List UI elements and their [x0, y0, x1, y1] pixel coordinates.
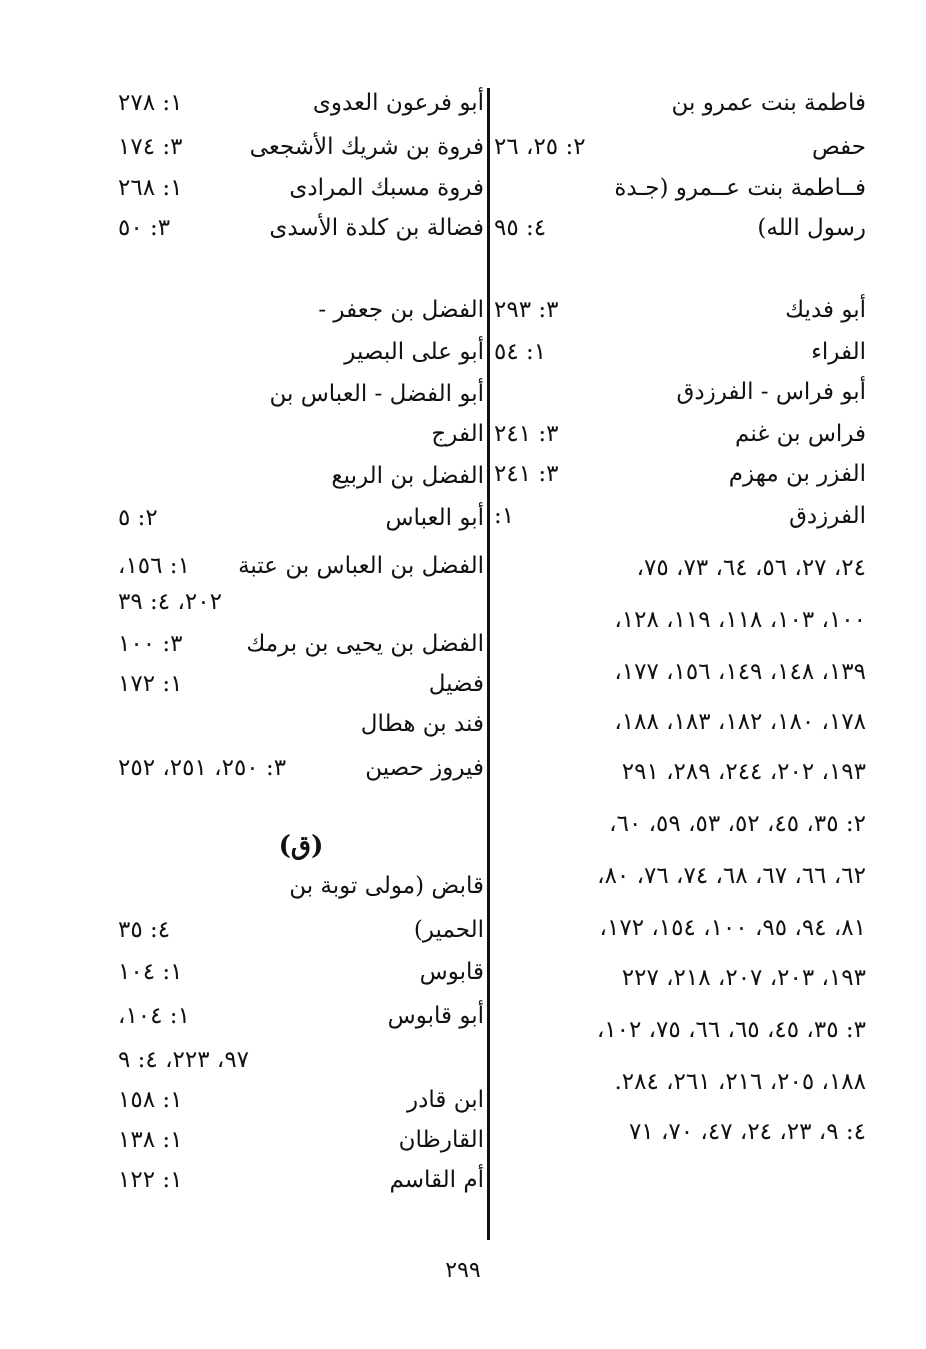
entry-name: رسول الله) — [757, 215, 866, 241]
entry-name: قابض (مولى توبة بن — [289, 873, 484, 899]
entry-reference: ١: ١٣٨ — [118, 1127, 183, 1153]
entry-reference: ١: ١٠٤، — [118, 1003, 190, 1029]
entry-references: ١٣٩، ١٤٨، ١٤٩، ١٥٦، ١٧٧، — [614, 659, 866, 685]
entry-reference: ١: ٢٦٨ — [118, 175, 183, 201]
index-entry — [118, 866, 484, 906]
entry-references: ١٩٣، ٢٠٢، ٢٤٤، ٢٨٩، ٢٩١ — [621, 759, 866, 785]
index-entry — [118, 996, 484, 1036]
index-entry — [118, 1080, 484, 1120]
index-entry — [118, 498, 484, 538]
index-entry — [118, 332, 484, 372]
entry-name: أبو الفضل - العباس بن — [269, 381, 484, 407]
index-entry — [118, 1120, 484, 1160]
index-entry — [494, 752, 866, 792]
index-entry — [118, 704, 484, 744]
index-entry — [118, 168, 484, 208]
index-entry — [494, 600, 866, 640]
index-entry — [494, 127, 866, 167]
index-entry — [118, 290, 484, 330]
index-entry — [118, 414, 484, 454]
index-entry — [494, 414, 866, 454]
entry-reference: ٢٠٢، ٤: ٣٩ — [118, 589, 222, 615]
index-entry — [118, 748, 484, 788]
page-number: ٢٩٩ — [445, 1258, 481, 1283]
entry-reference: ٣: ٢٤١ — [494, 421, 559, 447]
entry-name: الفضل بن جعفر - — [318, 297, 484, 323]
index-entry — [494, 958, 866, 998]
index-entry — [118, 664, 484, 704]
index-entry — [118, 582, 484, 622]
entry-name: أم القاسم — [389, 1167, 484, 1193]
entry-references: ٢٤، ٢٧، ٥٦، ٦٤، ٧٣، ٧٥، — [636, 555, 866, 581]
index-entry — [494, 168, 866, 208]
entry-name: أبو العباس — [385, 505, 484, 531]
entry-name: قابوس — [419, 959, 484, 985]
index-entry — [118, 127, 484, 167]
entry-name: الفراء — [811, 339, 866, 365]
index-entry — [494, 208, 866, 248]
entry-name: الفرزدق — [789, 503, 866, 529]
entry-name: فاطمة بنت عمرو بن — [671, 90, 866, 116]
index-entry — [118, 456, 484, 496]
index-entry — [118, 790, 484, 830]
entry-reference: ٩٧، ٢٢٣، ٤: ٩ — [118, 1047, 250, 1073]
entry-name: الحمير) — [413, 917, 484, 943]
index-entry — [118, 1160, 484, 1200]
index-entry — [494, 908, 866, 948]
entry-reference: ٣: ٢٤١ — [494, 461, 559, 487]
index-entry — [494, 702, 866, 742]
entry-reference: ٤: ٩٥ — [494, 215, 547, 241]
index-entry — [494, 548, 866, 588]
entry-name: أبو فديك — [785, 297, 866, 323]
index-entry — [118, 546, 484, 586]
entry-reference: ٣: ٢٥٠، ٢٥١، ٢٥٢ — [118, 755, 287, 781]
entry-name: فضالة بن كلدة الأسدى — [269, 215, 484, 241]
entry-name: القارظان — [398, 1127, 484, 1153]
entry-references: ٦٢، ٦٦، ٦٧، ٦٨، ٧٤، ٧٦، ٨٠، — [597, 863, 866, 889]
entry-references: ١٨٨، ٢٠٥، ٢١٦، ٢٦١، ٢٨٤. — [614, 1069, 866, 1095]
index-entry — [494, 1010, 866, 1050]
entry-name: الفضل بن العباس بن عتبة — [238, 553, 484, 579]
index-entry — [118, 83, 484, 123]
entry-reference: ١: ١٧٢ — [118, 671, 183, 697]
entry-reference: ١: ٥٤ — [494, 339, 547, 365]
entry-name: أبو قابوس — [387, 1003, 484, 1029]
entry-references: ٣: ٣٥، ٤٥، ٦٥، ٦٦، ٧٥، ١٠٢، — [596, 1017, 866, 1043]
entry-reference: ١: ٢٧٨ — [118, 90, 183, 116]
index-entry — [494, 454, 866, 494]
index-entry — [118, 952, 484, 992]
entry-reference: ٢: ٢٥، ٢٦ — [494, 134, 586, 160]
entry-name: فروة بن شريك الأشجعى — [249, 134, 484, 160]
entry-reference: ١: ١٥٦، — [118, 553, 190, 579]
entry-references: ١٧٨، ١٨٠، ١٨٢، ١٨٣، ١٨٨، — [614, 709, 866, 735]
entry-reference: ٣: ١٠٠ — [118, 631, 183, 657]
index-entry — [494, 856, 866, 896]
entry-name: فــاطمة بنت عــمرو (جـدة — [614, 175, 866, 201]
entry-reference: ٤: ٣٥ — [118, 917, 171, 943]
entry-name: فضيل — [428, 671, 484, 697]
section-heading: (ق) — [278, 831, 324, 861]
entry-reference: ٣: ١٧٤ — [118, 134, 183, 160]
entry-name: حفص — [811, 134, 866, 160]
entry-name: أبو فرعون العدوى — [312, 90, 484, 116]
entry-name: فراس بن غنم — [735, 421, 866, 447]
entry-name: ابن قادر — [407, 1087, 484, 1113]
entry-reference: ١: ١٢٢ — [118, 1167, 183, 1193]
entry-reference: ١: ١٥٨ — [118, 1087, 183, 1113]
index-entry — [118, 374, 484, 414]
entry-name: الفرج — [431, 421, 484, 447]
entry-references: ١٠٠، ١٠٣، ١١٨، ١١٩، ١٢٨، — [614, 607, 866, 633]
entry-references: ٨١، ٩٤، ٩٥، ١٠٠، ١٥٤، ١٧٢، — [599, 915, 866, 941]
index-entry — [494, 1112, 866, 1152]
index-entry — [494, 496, 866, 536]
entry-reference: ١: — [494, 503, 515, 529]
entry-reference: ٣: ٢٩٣ — [494, 297, 559, 323]
index-entry — [494, 83, 866, 123]
entry-reference: ١: ١٠٤ — [118, 959, 183, 985]
entry-references: ٢: ٣٥، ٤٥، ٥٢، ٥٣، ٥٩، ٦٠، — [609, 811, 866, 837]
index-entry — [494, 372, 866, 412]
index-entry — [494, 332, 866, 372]
entry-name: فند بن هطال — [360, 711, 484, 737]
index-entry — [118, 1040, 484, 1080]
entry-name: الفضل بن الربيع — [331, 463, 484, 489]
entry-name: الفزر بن مهزم — [728, 461, 866, 487]
entry-name: فيروز حصين — [365, 755, 484, 781]
entry-name: أبو فراس - الفرزدق — [676, 379, 866, 405]
entry-references: ١٩٣، ٢٠٣، ٢٠٧، ٢١٨، ٢٢٧ — [621, 965, 866, 991]
entry-reference: ٢: ٥ — [118, 505, 158, 531]
index-entry — [494, 652, 866, 692]
index-entry — [118, 624, 484, 664]
entry-references: ٤: ٩، ٢٣، ٢٤، ٤٧، ٧٠، ٧١ — [628, 1119, 866, 1145]
index-entry — [494, 804, 866, 844]
entry-name: أبو على البصير — [344, 339, 484, 365]
entry-reference: ٣: ٥٠ — [118, 215, 171, 241]
index-entry — [118, 208, 484, 248]
entry-name: فروة مسبك المرادى — [289, 175, 484, 201]
index-entry — [494, 250, 866, 290]
index-entry — [118, 910, 484, 950]
index-entry — [494, 290, 866, 330]
index-entry — [494, 1062, 866, 1102]
column-divider — [487, 88, 490, 1240]
entry-name: الفضل بن يحيى بن برمك — [246, 631, 484, 657]
index-entry — [118, 250, 484, 290]
